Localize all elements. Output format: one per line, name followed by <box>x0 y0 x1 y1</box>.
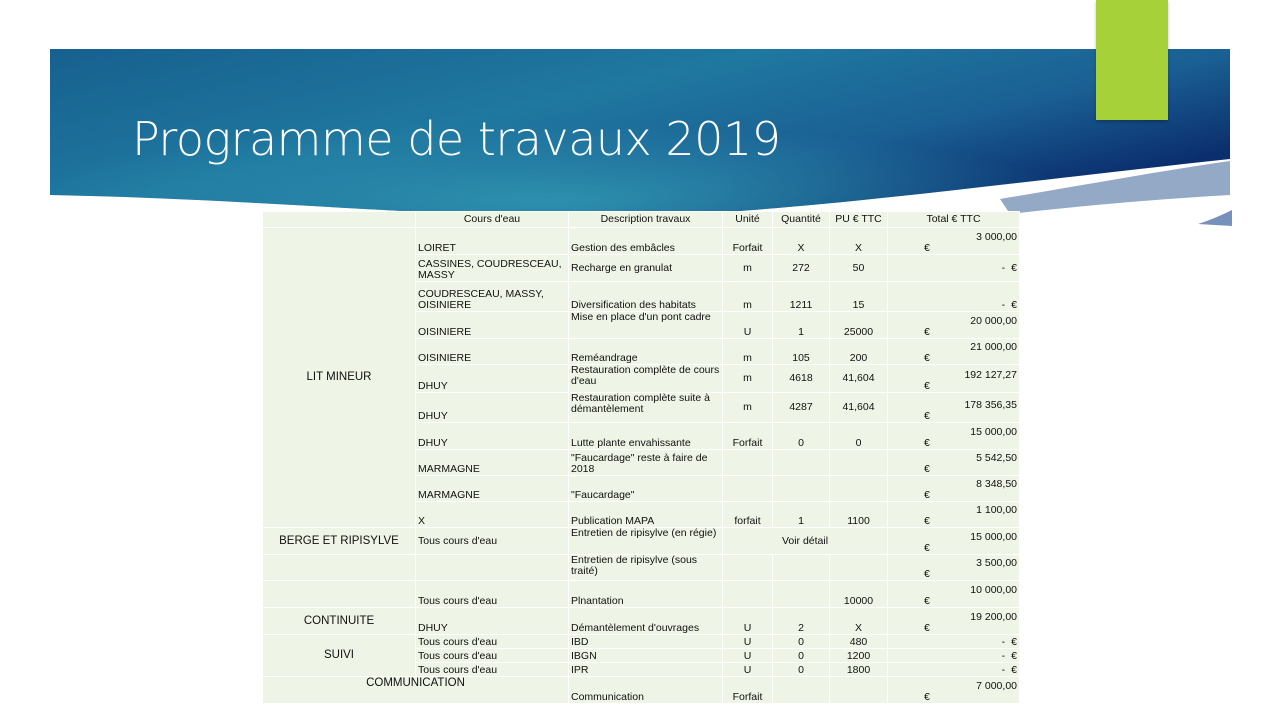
total-currency: € <box>924 410 930 422</box>
total-currency: € <box>1011 299 1017 311</box>
cell-quantite: 2 <box>773 608 830 635</box>
total-amount: 19 200,00 <box>970 611 1017 623</box>
cell-pu: 1800 <box>830 663 888 677</box>
cell-unite: m <box>723 339 773 365</box>
cell-cours: Tous cours d'eau <box>416 635 569 649</box>
cell-description: Entretien de ripisylve (sous traité) <box>569 555 723 581</box>
table-row <box>263 677 1020 704</box>
cell-unite: U <box>723 663 773 677</box>
table-row <box>263 555 1020 581</box>
cell-unite: U <box>723 649 773 663</box>
cell-pu: 1200 <box>830 649 888 663</box>
cell-description: Reméandrage <box>569 339 723 365</box>
table-row <box>263 581 1020 608</box>
cell-quantite: 0 <box>773 635 830 649</box>
cell-unite: Forfait <box>723 423 773 450</box>
header-quantite: Quantité <box>773 212 830 228</box>
table-header-row <box>263 212 1020 228</box>
cell-description: IBGN <box>569 649 723 663</box>
cell-quantite: 0 <box>773 663 830 677</box>
category-suivi: SUIVI <box>263 635 416 677</box>
total-currency: € <box>924 326 930 338</box>
cell-description: Recharge en granulat <box>569 255 723 282</box>
cell-quantite <box>773 581 830 608</box>
category-lit-mineur: LIT MINEUR <box>263 228 416 528</box>
total-currency: € <box>924 595 930 607</box>
total-amount: 10 000,00 <box>970 584 1017 596</box>
total-currency: € <box>924 622 930 634</box>
cell-total <box>888 282 1020 312</box>
cell-unite: U <box>723 635 773 649</box>
cell-cours: OISINIERE <box>416 312 569 339</box>
cell-total <box>888 581 1020 608</box>
table-row <box>263 528 1020 555</box>
cell-unite: U <box>723 312 773 339</box>
total-currency: € <box>924 242 930 254</box>
cell-pu: 10000 <box>830 581 888 608</box>
cell-description: Communication <box>569 677 723 704</box>
total-amount: - <box>1001 299 1006 311</box>
total-currency: € <box>924 515 930 527</box>
total-amount: 7 000,00 <box>976 680 1017 692</box>
cell-quantite: 4287 <box>773 393 830 423</box>
cell-description: Gestion des embâcles <box>569 228 723 255</box>
total-amount: 15 000,00 <box>970 531 1017 543</box>
cell-total <box>888 312 1020 339</box>
total-currency: € <box>924 437 930 449</box>
cell-description: Restauration complète suite à démantèlement <box>569 393 723 423</box>
total-amount: 21 000,00 <box>970 341 1017 353</box>
total-amount: 15 000,00 <box>970 426 1017 438</box>
cell-description: Mise en place d'un pont cadre <box>569 312 723 339</box>
cell-pu <box>830 677 888 704</box>
header-cours: Cours d'eau <box>416 212 569 228</box>
cell-total <box>888 608 1020 635</box>
cell-pu <box>830 555 888 581</box>
cell-cours: DHUY <box>416 608 569 635</box>
cell-total <box>888 502 1020 528</box>
cell-unite: Forfait <box>723 228 773 255</box>
cell-cours: Tous cours d'eau <box>416 581 569 608</box>
cell-unite <box>723 450 773 476</box>
header-pu: PU € TTC <box>830 212 888 228</box>
cell-pu: 200 <box>830 339 888 365</box>
cell-total <box>888 339 1020 365</box>
works-table <box>262 211 1020 704</box>
cell-total <box>888 423 1020 450</box>
cell-pu: 0 <box>830 423 888 450</box>
cell-total <box>888 635 1020 649</box>
total-currency: € <box>924 352 930 364</box>
cell-quantite: 1 <box>773 312 830 339</box>
total-currency: € <box>1011 261 1017 274</box>
cell-pu <box>830 476 888 502</box>
total-amount: - <box>1001 261 1006 274</box>
cell-unite: U <box>723 608 773 635</box>
cell-cours: CASSINES, COUDRESCEAU, MASSY <box>416 255 569 282</box>
cell-total <box>888 677 1020 704</box>
cell-description: Diversification des habitats <box>569 282 723 312</box>
cell-quantite: 105 <box>773 339 830 365</box>
category-berge: BERGE ET RIPISYLVE <box>263 528 416 555</box>
cell-unite <box>723 555 773 581</box>
cell-description: IBD <box>569 635 723 649</box>
cell-description: Lutte plante envahissante <box>569 423 723 450</box>
cell-total <box>888 476 1020 502</box>
total-amount: 1 100,00 <box>976 504 1017 516</box>
cell-total <box>888 365 1020 393</box>
cell-pu: 1100 <box>830 502 888 528</box>
cell-total <box>888 228 1020 255</box>
cell-description: "Faucardage" reste à faire de 2018 <box>569 450 723 476</box>
cell-cours: DHUY <box>416 393 569 423</box>
cell-cours: MARMAGNE <box>416 450 569 476</box>
accent-tab <box>1096 0 1168 120</box>
cell-quantite: X <box>773 228 830 255</box>
total-amount: 8 348,50 <box>976 478 1017 490</box>
cell-total <box>888 528 1020 555</box>
total-amount: - <box>1001 650 1006 662</box>
cell-cours: Tous cours d'eau <box>416 528 569 555</box>
cell-quantite: 0 <box>773 423 830 450</box>
decorative-arrow-icon <box>1198 210 1232 226</box>
cell-total <box>888 450 1020 476</box>
cell-total <box>888 555 1020 581</box>
cell-description: IPR <box>569 663 723 677</box>
cell-unite <box>723 476 773 502</box>
cell-cours: Tous cours d'eau <box>416 649 569 663</box>
total-amount: 192 127,27 <box>964 369 1017 381</box>
total-amount: - <box>1001 664 1006 676</box>
cell-total <box>888 255 1020 282</box>
header-total: Total € TTC <box>888 212 1020 228</box>
total-currency: € <box>1011 650 1017 662</box>
cell-pu: 50 <box>830 255 888 282</box>
category-continuite: CONTINUITE <box>263 608 416 635</box>
table-row <box>263 635 1020 649</box>
total-amount: 178 356,35 <box>964 399 1017 411</box>
cell-quantite <box>773 555 830 581</box>
cell-description: Restauration complète de cours d'eau <box>569 365 723 393</box>
cell-quantite: 272 <box>773 255 830 282</box>
cell-unite: m <box>723 393 773 423</box>
cell-description: Démantèlement d'ouvrages <box>569 608 723 635</box>
total-currency: € <box>1011 636 1017 648</box>
total-currency: € <box>924 463 930 475</box>
cell-unite: Forfait <box>723 677 773 704</box>
cell-quantite <box>773 677 830 704</box>
cell-category-empty <box>263 555 416 581</box>
cell-total <box>888 393 1020 423</box>
total-currency: € <box>924 691 930 703</box>
total-amount: 5 542,50 <box>976 452 1017 464</box>
cell-pu: 25000 <box>830 312 888 339</box>
cell-unite: m <box>723 255 773 282</box>
cell-cours: Tous cours d'eau <box>416 663 569 677</box>
cell-cours <box>416 555 569 581</box>
cell-voir-detail: Voir détail <box>723 528 888 555</box>
cell-cours: DHUY <box>416 423 569 450</box>
cell-quantite <box>773 450 830 476</box>
total-amount: 20 000,00 <box>970 315 1017 327</box>
cell-cours: COUDRESCEAU, MASSY, OISINIERE <box>416 282 569 312</box>
category-communication: COMMUNICATION <box>263 677 569 704</box>
table-row <box>263 228 1020 255</box>
header-description: Description travaux <box>569 212 723 228</box>
cell-pu: X <box>830 228 888 255</box>
cell-description: "Faucardage" <box>569 476 723 502</box>
cell-pu: 41,604 <box>830 365 888 393</box>
total-currency: € <box>924 568 930 580</box>
cell-total <box>888 663 1020 677</box>
cell-pu: X <box>830 608 888 635</box>
cell-unite: m <box>723 282 773 312</box>
cell-pu: 480 <box>830 635 888 649</box>
cell-unite: m <box>723 365 773 393</box>
cell-pu <box>830 450 888 476</box>
cell-cours: LOIRET <box>416 228 569 255</box>
cell-quantite: 0 <box>773 649 830 663</box>
cell-category-empty <box>263 581 416 608</box>
cell-quantite <box>773 476 830 502</box>
total-amount: 3 500,00 <box>976 557 1017 569</box>
cell-description: Publication MAPA <box>569 502 723 528</box>
cell-unite: forfait <box>723 502 773 528</box>
cell-unite <box>723 581 773 608</box>
total-currency: € <box>924 380 930 392</box>
cell-cours: MARMAGNE <box>416 476 569 502</box>
cell-cours: OISINIERE <box>416 339 569 365</box>
cell-description: Entretien de ripisylve (en régie) <box>569 528 723 555</box>
cell-pu: 15 <box>830 282 888 312</box>
total-amount: - <box>1001 636 1006 648</box>
total-currency: € <box>1011 664 1017 676</box>
total-currency: € <box>924 489 930 501</box>
total-amount: 3 000,00 <box>976 231 1017 243</box>
slide-title: Programme de travaux 2019 <box>132 112 781 166</box>
cell-cours: DHUY <box>416 365 569 393</box>
header-unite: Unité <box>723 212 773 228</box>
cell-quantite: 4618 <box>773 365 830 393</box>
cell-description: Plnantation <box>569 581 723 608</box>
cell-cours: X <box>416 502 569 528</box>
cell-quantite: 1 <box>773 502 830 528</box>
header-category <box>263 212 416 228</box>
cell-quantite: 1211 <box>773 282 830 312</box>
table-row <box>263 608 1020 635</box>
cell-pu: 41,604 <box>830 393 888 423</box>
total-currency: € <box>924 542 930 554</box>
cell-total <box>888 649 1020 663</box>
